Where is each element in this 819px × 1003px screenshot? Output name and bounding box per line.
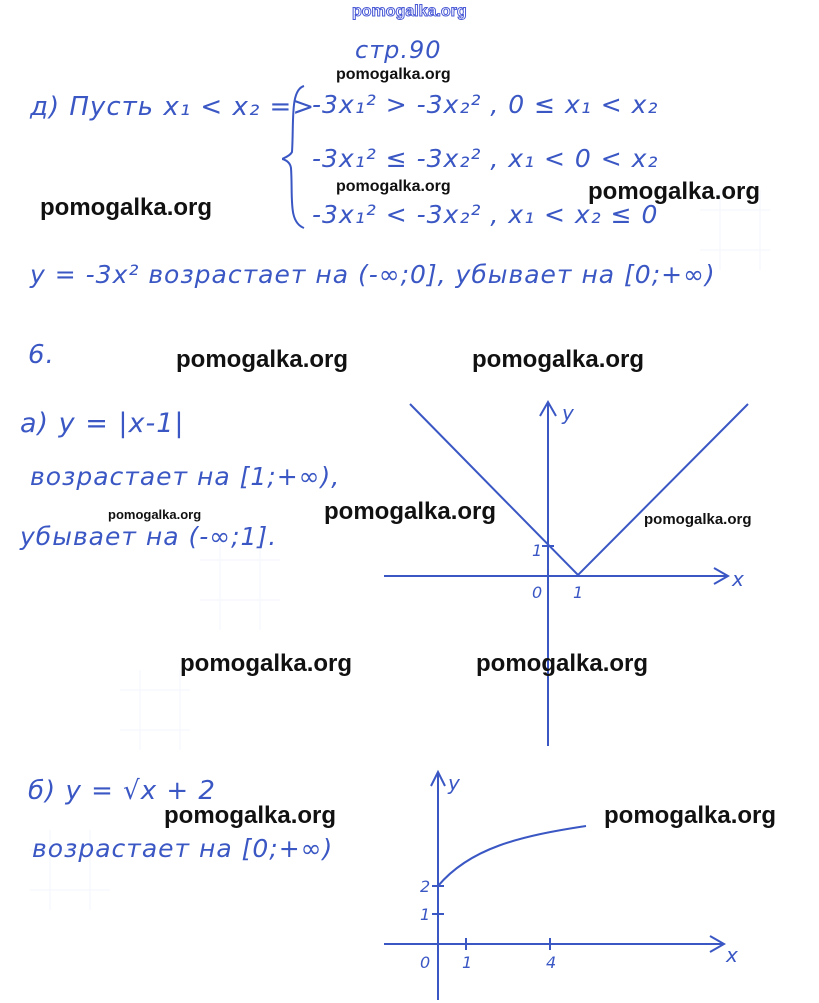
- case-line-2: -3x₁² ≤ -3x₂² , x₁ < 0 < x₂: [312, 144, 659, 173]
- graph-a-origin: 0: [532, 583, 543, 602]
- graph-b-y-tick-2: 2: [420, 877, 431, 896]
- watermark: pomogalka.org: [180, 650, 353, 677]
- watermark: pomogalka.org: [108, 507, 202, 522]
- watermark: pomogalka.org: [472, 346, 645, 373]
- part-b-line-1: возрастает на [0;+∞): [32, 834, 334, 863]
- system-brace: [282, 82, 312, 232]
- graph-b-y-label: y: [448, 771, 460, 795]
- case-line-1: -3x₁² > -3x₂² , 0 ≤ x₁ < x₂: [312, 90, 659, 119]
- graph-a-x-tick-label: 1: [573, 583, 584, 602]
- watermark: pomogalka.org: [176, 346, 349, 373]
- graph-a-x-label: x: [732, 567, 744, 591]
- graph-a-y-tick-label: 1: [532, 541, 543, 560]
- graph-a-y-label: y: [562, 401, 574, 425]
- graph-b-x-tick-1: 1: [462, 953, 473, 972]
- graph-b-y-tick-1: 1: [420, 905, 431, 924]
- graph-b-x-tick-4: 4: [546, 953, 557, 972]
- watermark: pomogalka.org: [164, 802, 337, 829]
- part-a-formula: а) y = |x-1|: [20, 408, 185, 439]
- watermark: pomogalka.org: [476, 650, 649, 677]
- case-line-3: -3x₁² < -3x₂² , x₁ < x₂ ≤ 0: [312, 200, 659, 229]
- graph-a-curve: [410, 404, 748, 575]
- part-d-conclusion: y = -3x² возрастает на (-∞;0], убывает на [0;+∞): [30, 260, 716, 289]
- task-number: 6.: [28, 340, 55, 370]
- page-reference: стр.90: [355, 36, 442, 64]
- watermark: pomogalka.org: [604, 802, 777, 829]
- watermark: pomogalka.org: [40, 194, 213, 221]
- site-watermark-top: pomogalka.org: [352, 3, 467, 20]
- graph-b-x-label: x: [726, 943, 738, 967]
- graph-b-curve: [438, 826, 586, 886]
- graph-abs: [380, 398, 780, 748]
- watermark: pomogalka.org: [324, 498, 497, 525]
- part-a-line-2: убывает на (-∞;1].: [20, 522, 278, 551]
- watermark: pomogalka.org: [588, 178, 761, 205]
- part-d-label: д) Пусть x₁ < x₂ =>: [30, 92, 316, 122]
- watermark: pomogalka.org: [336, 66, 451, 83]
- watermark: pomogalka.org: [644, 511, 752, 528]
- graph-b-origin: 0: [420, 953, 431, 972]
- part-b-formula: б) y = √x + 2: [28, 776, 216, 806]
- part-a-line-1: возрастает на [1;+∞),: [30, 462, 341, 491]
- watermark: pomogalka.org: [336, 178, 451, 195]
